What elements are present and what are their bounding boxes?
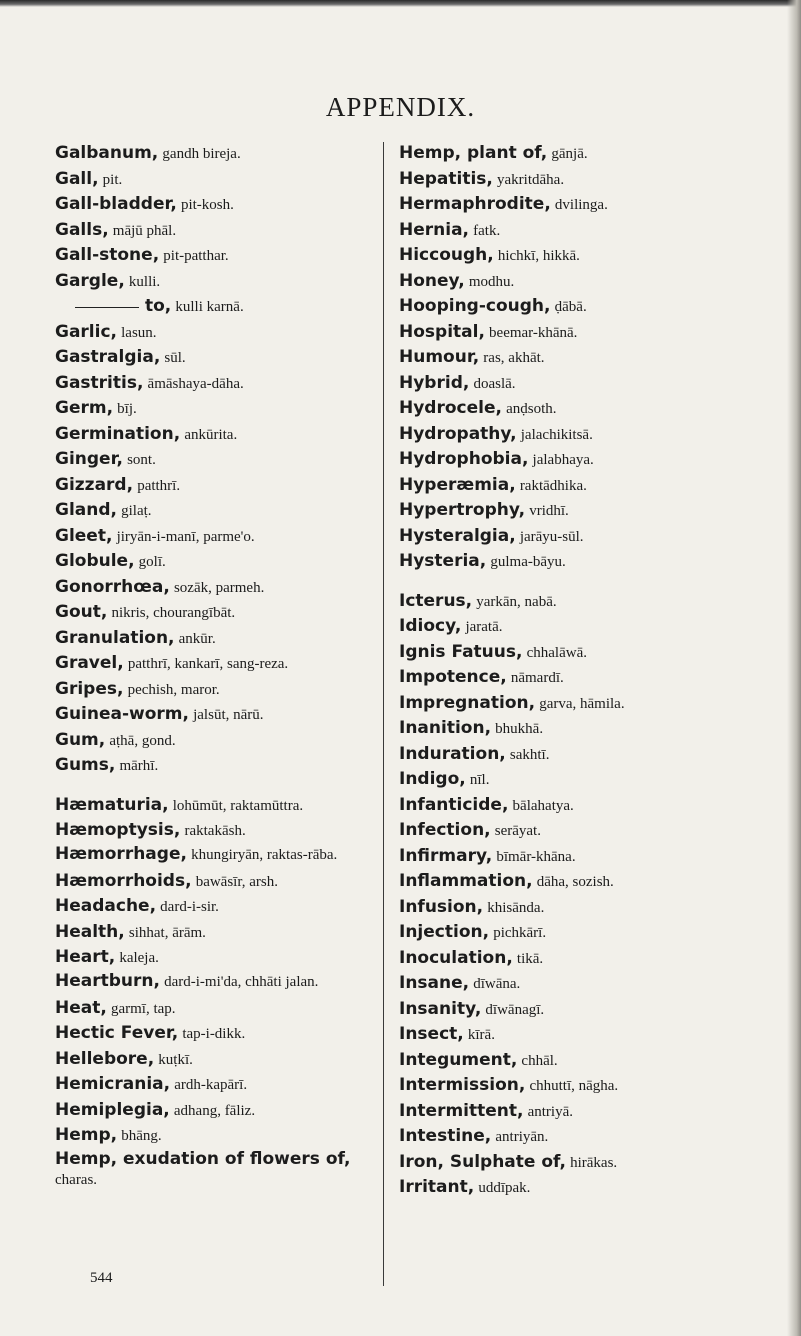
entry-term: Gall,	[55, 168, 99, 189]
entry-term: Gonorrhœa,	[55, 576, 170, 597]
entry-term: Hectic Fever,	[55, 1023, 179, 1043]
entry-translation: ḍābā.	[554, 299, 587, 315]
entry-translation: kuṭkī.	[158, 1051, 193, 1068]
entry-term: Headache,	[55, 896, 157, 916]
glossary-entry	[55, 320, 373, 346]
entry-translation: serāyat.	[494, 823, 541, 839]
glossary-entry	[55, 218, 373, 244]
entry-translation: raktakāsh.	[184, 823, 246, 839]
page-right-edge	[787, 0, 801, 1336]
entry-term: Hemp,	[55, 1125, 118, 1145]
entry-translation: aṭhā, gond.	[109, 732, 176, 749]
entry-term: Ignis Fatuus,	[399, 641, 523, 662]
page-top-edge	[0, 0, 801, 7]
glossary-entry	[55, 1047, 373, 1073]
entry-term: Intermittent,	[399, 1100, 524, 1121]
entry-term: Iron, Sulphate of,	[399, 1151, 566, 1172]
glossary-entry	[399, 1048, 779, 1074]
entry-translation: mārhī.	[119, 758, 159, 774]
entry-term: Impregnation,	[399, 692, 536, 713]
entry-translation: bīmār-khāna.	[496, 848, 576, 865]
entry-translation: kīrā.	[467, 1027, 495, 1043]
glossary-entry	[55, 728, 373, 754]
entry-term: Gout,	[55, 602, 108, 622]
entry-term: Hemicrania,	[55, 1074, 171, 1094]
entry-term: Honey,	[399, 270, 465, 291]
entry-term: Gall-bladder,	[55, 194, 177, 214]
glossary-entry	[399, 691, 779, 717]
entry-translation: jalachikitsā.	[520, 426, 593, 443]
entry-translation: pit-kosh.	[180, 197, 234, 213]
glossary-entry	[55, 996, 373, 1022]
entry-translation: āmāshaya-dāha.	[147, 375, 244, 392]
entry-translation: jiryān-i-manī, parme'o.	[116, 528, 255, 545]
glossary-entry	[55, 945, 373, 971]
glossary-entry	[55, 894, 373, 920]
entry-translation: ankūrita.	[184, 426, 238, 443]
entry-term: Impotence,	[399, 667, 507, 687]
glossary-entry	[55, 600, 373, 626]
glossary-entry	[55, 651, 373, 677]
entry-translation: lasun.	[121, 324, 157, 341]
glossary-entry	[399, 524, 779, 550]
entry-term: Gleet,	[55, 525, 113, 546]
entry-term: Hydrocele,	[399, 398, 502, 418]
glossary-entry	[55, 1072, 373, 1098]
entry-term: Induration,	[399, 743, 506, 764]
glossary-entry	[55, 753, 373, 779]
left-column	[55, 141, 373, 1194]
glossary-entry	[399, 218, 779, 244]
entry-translation: dīwānagī.	[485, 1001, 545, 1018]
entry-translation: bhāng.	[121, 1128, 162, 1144]
entry-term: Insect,	[399, 1024, 464, 1044]
entry-term: Health,	[55, 921, 125, 942]
entry-term: Gall-stone,	[55, 245, 160, 265]
entry-translation: yarkān, nabā.	[476, 593, 557, 610]
glossary-entry	[55, 1149, 373, 1194]
entry-translation: adhang, fāliz.	[173, 1102, 256, 1119]
entry-term: Hemp, plant of,	[399, 143, 548, 163]
entry-translation: patthrī, kankarī, sang-reza.	[127, 656, 289, 672]
entry-translation: pichkārī.	[493, 925, 547, 941]
glossary-entry	[399, 1073, 779, 1099]
entry-translation: doaslā.	[473, 375, 516, 392]
entry-term: Hepatitis,	[399, 168, 493, 189]
entry-translation: tap-i-dikk.	[182, 1026, 246, 1042]
entry-term: Injection,	[399, 922, 490, 942]
entry-term: Gastralgia,	[55, 347, 161, 367]
entry-term: Infusion,	[399, 896, 484, 917]
entry-translation: gilaṭ.	[121, 503, 152, 519]
entry-term: Guinea-worm,	[55, 704, 189, 724]
entry-term: Insanity,	[399, 998, 482, 1019]
entry-term: Ginger,	[55, 449, 123, 469]
entry-translation: bālahatya.	[512, 797, 574, 814]
entry-term: Galbanum,	[55, 143, 159, 163]
glossary-entry	[399, 818, 779, 844]
entry-term: Inflammation,	[399, 871, 533, 891]
glossary-entry	[399, 269, 779, 295]
glossary-entry	[399, 320, 779, 346]
entry-translation: khisānda.	[487, 899, 545, 916]
entry-term: Hydropathy,	[399, 423, 517, 444]
entry-term: Gizzard,	[55, 474, 134, 495]
glossary-entry	[55, 818, 373, 844]
entry-translation: raktādhika.	[519, 477, 587, 494]
entry-translation: dīwāna.	[473, 976, 521, 992]
entry-translation: jalabhaya.	[532, 452, 594, 468]
glossary-entry	[399, 345, 779, 371]
glossary-entry	[399, 946, 779, 972]
entry-translation: vridhī.	[529, 503, 569, 519]
glossary-entry	[55, 269, 373, 295]
entry-term: Hæmorrhage,	[55, 843, 187, 864]
entry-translation: tikā.	[516, 950, 544, 967]
glossary-entry	[399, 243, 779, 269]
entry-translation: ras, akhāt.	[483, 350, 545, 366]
entry-term: Hemp, exudation of flowers of,	[55, 1148, 351, 1169]
glossary-entry	[399, 895, 779, 921]
entry-translation: sakhtī.	[509, 746, 550, 763]
entry-term: Hellebore,	[55, 1048, 155, 1069]
glossary-entry	[399, 396, 779, 422]
entry-term: Hæmoptysis,	[55, 820, 181, 840]
page-header: APPENDIX.	[325, 92, 476, 122]
glossary-entry	[399, 1124, 779, 1150]
entry-translation: dard-i-mi'da, chhāti jalan.	[164, 973, 319, 990]
glossary-entry	[55, 498, 373, 524]
entry-translation: pit-patthar.	[163, 248, 229, 264]
glossary-entry	[399, 997, 779, 1023]
entry-term: Hybrid,	[399, 372, 470, 393]
entry-translation: chhāl.	[521, 1052, 558, 1069]
entry-translation: hichkī, hikkā.	[497, 248, 580, 264]
entry-translation: sūl.	[164, 350, 186, 366]
entry-term: Germ,	[55, 398, 114, 418]
entry-translation: antriyā.	[527, 1103, 574, 1120]
entry-term: Gravel,	[55, 653, 124, 673]
entry-term: to,	[145, 296, 172, 316]
glossary-entry	[399, 422, 779, 448]
entry-translation: jarāyu-sūl.	[519, 528, 584, 545]
glossary-entry	[55, 447, 373, 473]
glossary-entry	[399, 640, 779, 666]
entry-translation: lohūmūt, raktamūttra.	[172, 797, 304, 814]
entry-term: Granulation,	[55, 627, 175, 648]
entry-translation: modhu.	[468, 273, 515, 290]
entry-term: Hypertrophy,	[399, 500, 526, 520]
entry-term: Hysteralgia,	[399, 525, 516, 546]
entry-term: Infanticide,	[399, 794, 509, 815]
glossary-entry	[399, 1099, 779, 1125]
entry-translation: garva, hāmila.	[539, 695, 625, 712]
entry-term: Insane,	[399, 973, 470, 993]
entry-translation: sozāk, parmeh.	[173, 579, 265, 596]
entry-term: Infirmary,	[399, 845, 493, 866]
entry-translation: dard-i-sir.	[160, 899, 219, 915]
entry-translation: charas.	[55, 1171, 98, 1188]
entry-term: Hæmaturia,	[55, 794, 169, 815]
entry-translation: hirākas.	[570, 1154, 618, 1171]
glossary-entry	[55, 793, 373, 819]
entry-translation: gulma-bāyu.	[490, 554, 566, 570]
entry-term: Gripes,	[55, 678, 124, 699]
entry-term: Hysteria,	[399, 551, 487, 571]
glossary-entry	[399, 767, 779, 793]
glossary-entry	[55, 1123, 373, 1149]
page-number: 544	[90, 1270, 113, 1286]
glossary-entry	[399, 1175, 779, 1201]
entry-translation: pechish, maror.	[127, 681, 220, 698]
glossary-entry	[399, 1022, 779, 1048]
entry-term: Galls,	[55, 219, 109, 240]
entry-term: Inoculation,	[399, 947, 513, 968]
glossary-entry	[399, 167, 779, 193]
glossary-entry	[55, 396, 373, 422]
entry-translation: yakritdāha.	[497, 171, 565, 188]
entry-translation: uddīpak.	[478, 1180, 531, 1196]
glossary-entry	[55, 920, 373, 946]
entry-translation: golī.	[138, 554, 166, 570]
glossary-entry	[55, 294, 373, 320]
glossary-entry	[55, 626, 373, 652]
ditto-dash	[75, 307, 139, 308]
glossary-entry	[399, 141, 779, 167]
glossary-entry	[399, 742, 779, 768]
glossary-entry	[55, 549, 373, 575]
entry-term: Hernia,	[399, 219, 470, 240]
entry-term: Germination,	[55, 423, 181, 444]
glossary-entry	[55, 524, 373, 550]
entry-translation: chhalāwā.	[526, 644, 587, 661]
entry-term: Gums,	[55, 755, 116, 775]
glossary-entry	[399, 371, 779, 397]
entry-translation: jaratā.	[465, 619, 503, 635]
glossary-entry	[399, 498, 779, 524]
glossary-entry	[399, 920, 779, 946]
entry-translation: antriyān.	[495, 1129, 549, 1145]
entry-translation: bawāsīr, arsh.	[195, 873, 278, 890]
entry-translation: kulli karnā.	[175, 299, 244, 315]
entry-term: Gargle,	[55, 270, 125, 291]
glossary-entry	[55, 869, 373, 895]
entry-translation: dāha, sozish.	[536, 874, 614, 890]
entry-term: Gum,	[55, 729, 106, 750]
entry-term: Gastritis,	[55, 372, 144, 393]
glossary-entry	[399, 294, 779, 320]
entry-translation: chhuttī, nāgha.	[529, 1078, 619, 1094]
entry-translation: khungiryān, raktas-rāba.	[191, 846, 338, 863]
entry-term: Gland,	[55, 500, 117, 520]
entry-translation: kaleja.	[119, 950, 159, 966]
glossary-entry	[399, 473, 779, 499]
glossary-entry	[399, 844, 779, 870]
glossary-entry	[399, 589, 779, 615]
entry-term: Hospital,	[399, 321, 485, 342]
entry-term: Idiocy,	[399, 616, 462, 636]
entry-translation: kulli.	[128, 273, 161, 290]
entry-term: Inanition,	[399, 718, 492, 738]
entry-translation: ardh-kapārī.	[174, 1077, 248, 1093]
glossary-entry	[55, 141, 373, 167]
glossary-entry	[55, 702, 373, 728]
entry-term: Hiccough,	[399, 245, 494, 265]
glossary-entry	[55, 677, 373, 703]
entry-term: Intermission,	[399, 1075, 526, 1095]
entry-term: Hermaphrodite,	[399, 194, 551, 214]
glossary-entry	[55, 575, 373, 601]
glossary-entry	[55, 371, 373, 397]
glossary-entry	[399, 665, 779, 691]
glossary-entry	[399, 869, 779, 895]
entry-term: Irritant,	[399, 1177, 475, 1197]
glossary-entry	[399, 447, 779, 473]
entry-translation: ankūr.	[178, 630, 216, 647]
glossary-entry	[55, 422, 373, 448]
entry-term: Hooping-cough,	[399, 296, 551, 316]
glossary-entry	[399, 549, 779, 575]
entry-translation: bīj.	[117, 401, 137, 417]
entry-term: Hydrophobia,	[399, 449, 529, 469]
entry-term: Hæmorrhoids,	[55, 870, 192, 891]
entry-translation: pit.	[102, 171, 123, 188]
entry-term: Integument,	[399, 1049, 518, 1070]
entry-translation: dvilinga.	[554, 197, 608, 213]
glossary-entry	[55, 1021, 373, 1047]
entry-term: Heart,	[55, 947, 116, 967]
entry-term: Humour,	[399, 347, 480, 367]
glossary-entry	[55, 167, 373, 193]
entry-translation: patthrī.	[137, 477, 181, 494]
glossary-entry	[55, 192, 373, 218]
entry-term: Hemiplegia,	[55, 1099, 170, 1120]
entry-translation: beemar-khānā.	[489, 324, 578, 341]
entry-translation: bhukhā.	[495, 721, 544, 737]
entry-term: Intestine,	[399, 1126, 492, 1146]
entry-term: Hyperæmia,	[399, 474, 516, 495]
glossary-entry	[55, 1098, 373, 1124]
glossary-entry	[55, 473, 373, 499]
entry-translation: anḍsoth.	[506, 401, 557, 417]
entry-translation: garmī, tap.	[110, 1000, 176, 1017]
right-column	[399, 141, 779, 1201]
entry-translation: nīl.	[469, 772, 490, 788]
glossary-entry	[399, 793, 779, 819]
entry-translation: nikris, chourangībāt.	[111, 605, 236, 621]
entry-translation: fatk.	[473, 222, 501, 239]
entry-translation: sihhat, ārām.	[128, 924, 206, 941]
entry-translation: jalsūt, nārū.	[193, 707, 264, 723]
entry-term: Heartburn,	[55, 970, 160, 991]
entry-term: Infection,	[399, 820, 491, 840]
entry-term: Heat,	[55, 997, 107, 1018]
entry-translation: mājū phāl.	[112, 222, 177, 239]
entry-term: Garlic,	[55, 321, 117, 342]
glossary-entry	[399, 716, 779, 742]
glossary-entry	[55, 345, 373, 371]
entry-translation: gandh bireja.	[162, 146, 241, 162]
entry-translation: gānjā.	[551, 146, 588, 162]
glossary-entry	[399, 971, 779, 997]
entry-translation: nāmardī.	[510, 670, 564, 686]
glossary-entry	[399, 614, 779, 640]
entry-term: Globule,	[55, 551, 135, 571]
entry-term: Indigo,	[399, 769, 466, 789]
entry-translation: sont.	[127, 452, 156, 468]
glossary-entry	[399, 1150, 779, 1176]
column-divider	[383, 142, 384, 1286]
glossary-entry	[55, 844, 373, 869]
glossary-entry	[55, 243, 373, 269]
glossary-entry	[55, 971, 373, 996]
glossary-entry	[399, 192, 779, 218]
entry-term: Icterus,	[399, 590, 473, 611]
